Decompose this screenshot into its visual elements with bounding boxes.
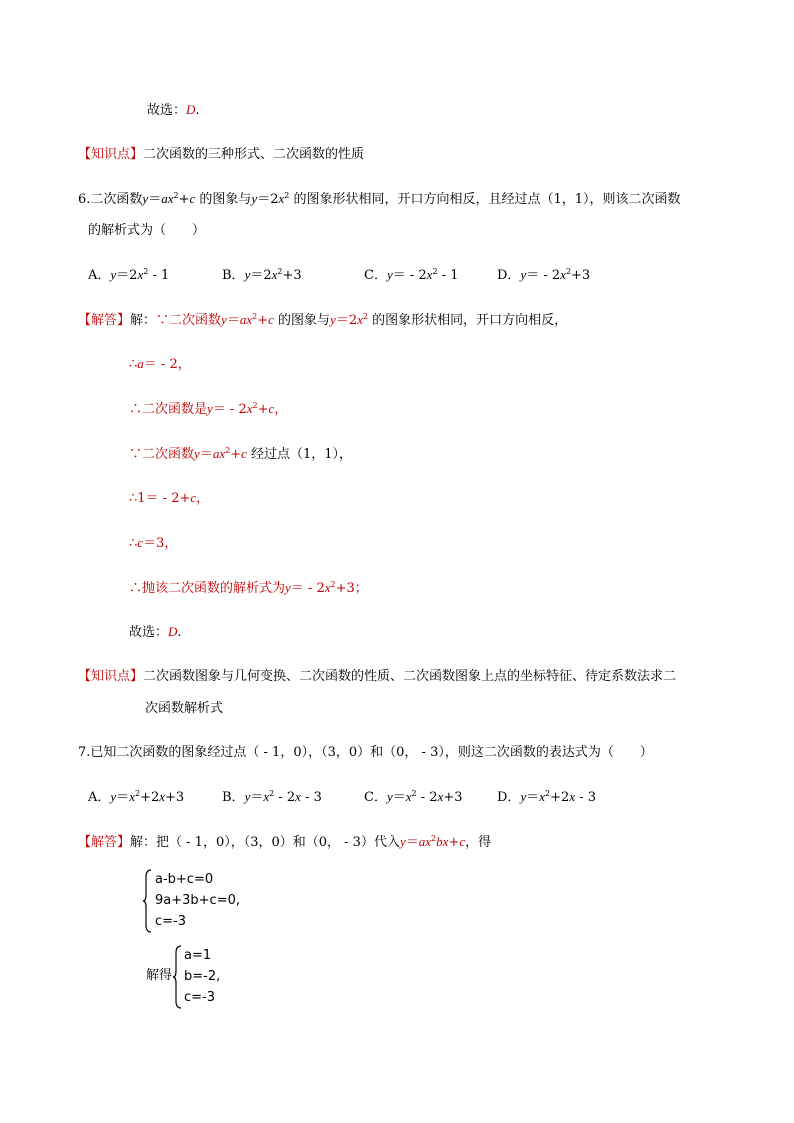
sol6-step-3: ∵二次函数$y=ax^2+c$ 经过点（1，1）， <box>129 446 353 462</box>
sol6-step-5: ∴c＝3， <box>129 535 178 551</box>
q6-option-a: A．$y=2x^2 - 1$ <box>88 267 170 283</box>
solve-label: 解得 <box>146 968 173 983</box>
question-6-line1: 6.二次函数$y=ax^2+c$ 的图象与$y=2x^2$ 的图象形状相同，开口方向相反，且经过点（1，1），则该二次函数 <box>78 191 681 207</box>
system2-eq: a=1 <box>184 948 212 963</box>
system1-eq: 9a+3b+c=0, <box>155 893 240 908</box>
kp-tag: 【知识点】 <box>78 147 144 162</box>
q6-option-b: B．$y=2x^2+3$ <box>222 267 302 283</box>
question-6-line2: 的解析式为（ ） <box>88 223 206 238</box>
sol6-step-6: ∴抛该二次函数的解析式为$y= - 2x^2+3$； <box>129 580 368 596</box>
system2-brace <box>173 945 183 1009</box>
sol6-step-1: ∴a＝ - 2， <box>129 356 191 372</box>
sol6-step-7: 故选：D. <box>129 624 182 640</box>
sol6-step-2: ∴二次函数是$y= - 2x^2+c$， <box>129 401 288 417</box>
system1-brace <box>143 869 153 933</box>
q6-option-d: D．$y= - 2x^2+3$ <box>497 267 591 283</box>
solution-6-lead: 【解答】解：∵二次函数$y=ax^2+c$ 的图象与$y=2x^2$ 的图象形状相同，开口方向相反， <box>78 312 568 328</box>
knowledge-point-1 <box>78 146 364 164</box>
question-7: 7.已知二次函数的图象经过点（ - 1，0），（3，0）和（0， - 3），则这二次函数的表达式为（ ） <box>78 745 653 760</box>
q7-option-c: C．$y=x^2 - 2x+3$ <box>364 789 463 805</box>
conclusion-line: 故选：D. <box>147 102 200 118</box>
knowledge-point-2: 【知识点】二次函数图象与几何变换、二次函数的性质、二次函数图象上点的坐标特征、待定系数法求二 <box>78 669 677 684</box>
q6-option-c: C．$y= - 2x^2 - 1$ <box>364 267 459 283</box>
q7-option-d: D．$y=x^2+2x - 3$ <box>497 789 596 805</box>
system2-eq: c=-3 <box>184 990 216 1005</box>
kp-text: 二次函数的三种形式、二次函数的性质 <box>143 147 365 162</box>
sol6-step-4: ∴1＝ - 2+c， <box>129 490 210 506</box>
knowledge-point-2-line2: 次函数解析式 <box>145 701 224 716</box>
system2 <box>184 945 220 1008</box>
system1 <box>155 869 240 932</box>
system2-eq: b=-2, <box>184 969 221 984</box>
system1-eq: a-b+c=0 <box>155 872 214 887</box>
system1-eq: c=-3 <box>155 914 187 929</box>
q7-option-a: A．$y=x^2+2x+3$ <box>88 789 185 805</box>
solution-7-lead: 【解答】解：把（ - 1，0），（3，0）和（0， - 3）代入$y=ax^2bx+c$，得 <box>78 834 492 850</box>
q7-option-b: B．$y=x^2 - 2x - 3$ <box>222 789 322 805</box>
